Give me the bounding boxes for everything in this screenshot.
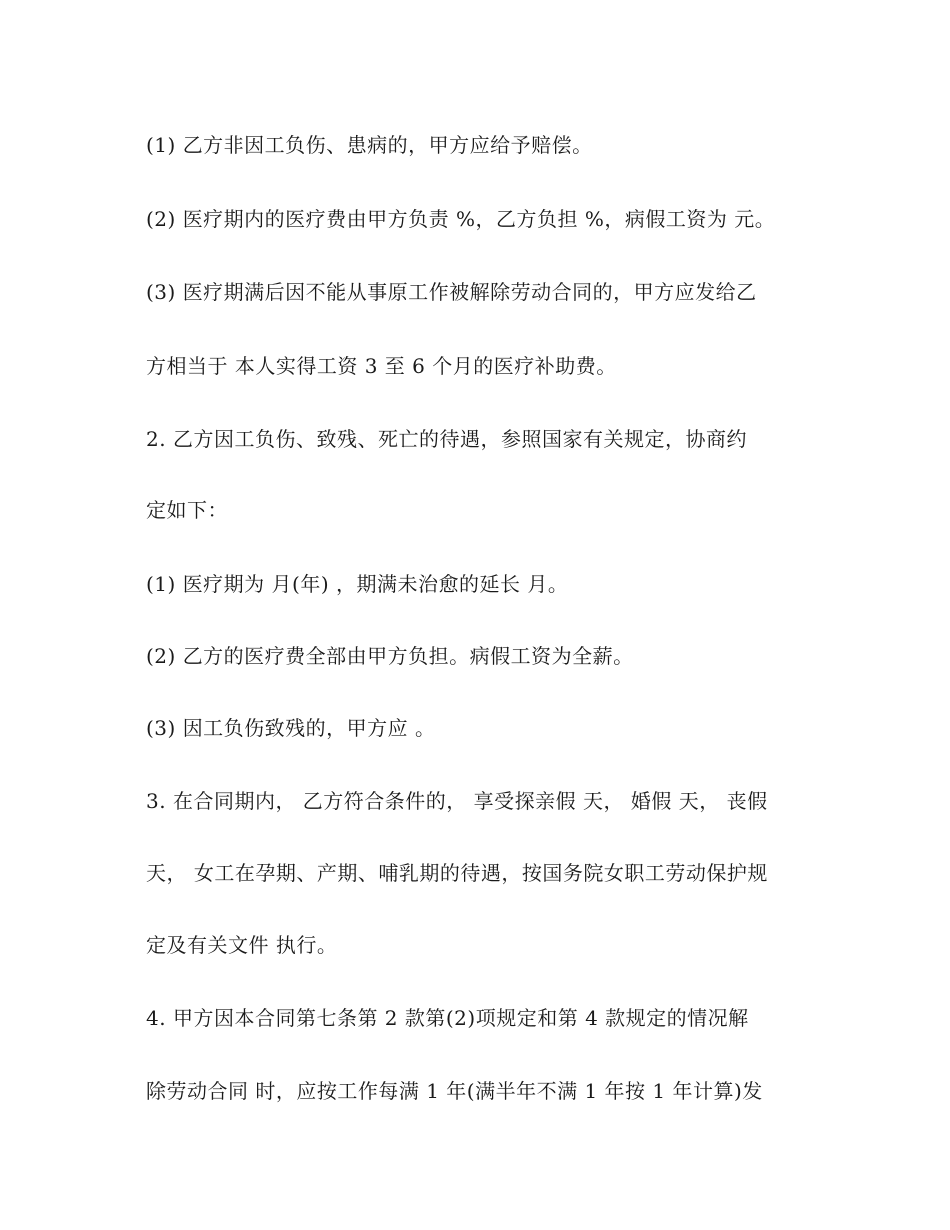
text-line: (1) 乙方非因工负伤、患病的，甲方应给予赔偿。 (146, 133, 593, 157)
text-line: 3. 在合同期内， 乙方符合条件的， 享受探亲假 天， 婚假 天， 丧假 (146, 789, 768, 813)
text-line: (2) 医疗期内的医疗费由甲方负责 %，乙方负担 %，病假工资为 元。 (146, 207, 776, 231)
text-line: 定如下： (146, 498, 228, 522)
text-line: (3) 因工负伤致残的，甲方应 。 (146, 716, 436, 740)
text-line: 2. 乙方因工负伤、致残、死亡的待遇，参照国家有关规定，协商约 (146, 427, 747, 451)
text-line: (1) 医疗期为 月(年) ，期满未治愈的延长 月。 (146, 572, 569, 596)
text-line: 定及有关文件 执行。 (146, 933, 338, 957)
text-line: 除劳动合同 时，应按工作每满 1 年(满半年不满 1 年按 1 年计算)发 (146, 1079, 763, 1103)
text-line: (3) 医疗期满后因不能从事原工作被解除劳动合同的，甲方应发给乙 (146, 280, 757, 304)
text-line: 天， 女工在孕期、产期、哺乳期的待遇，按国务院女职工劳动保护规 (146, 861, 768, 885)
text-line: (2) 乙方的医疗费全部由甲方负担。病假工资为全薪。 (146, 644, 634, 668)
text-line: 4. 甲方因本合同第七条第 2 款第(2)项规定和第 4 款规定的情况解 (146, 1006, 749, 1030)
text-line: 方相当于 本人实得工资 3 至 6 个月的医疗补助费。 (146, 354, 617, 378)
